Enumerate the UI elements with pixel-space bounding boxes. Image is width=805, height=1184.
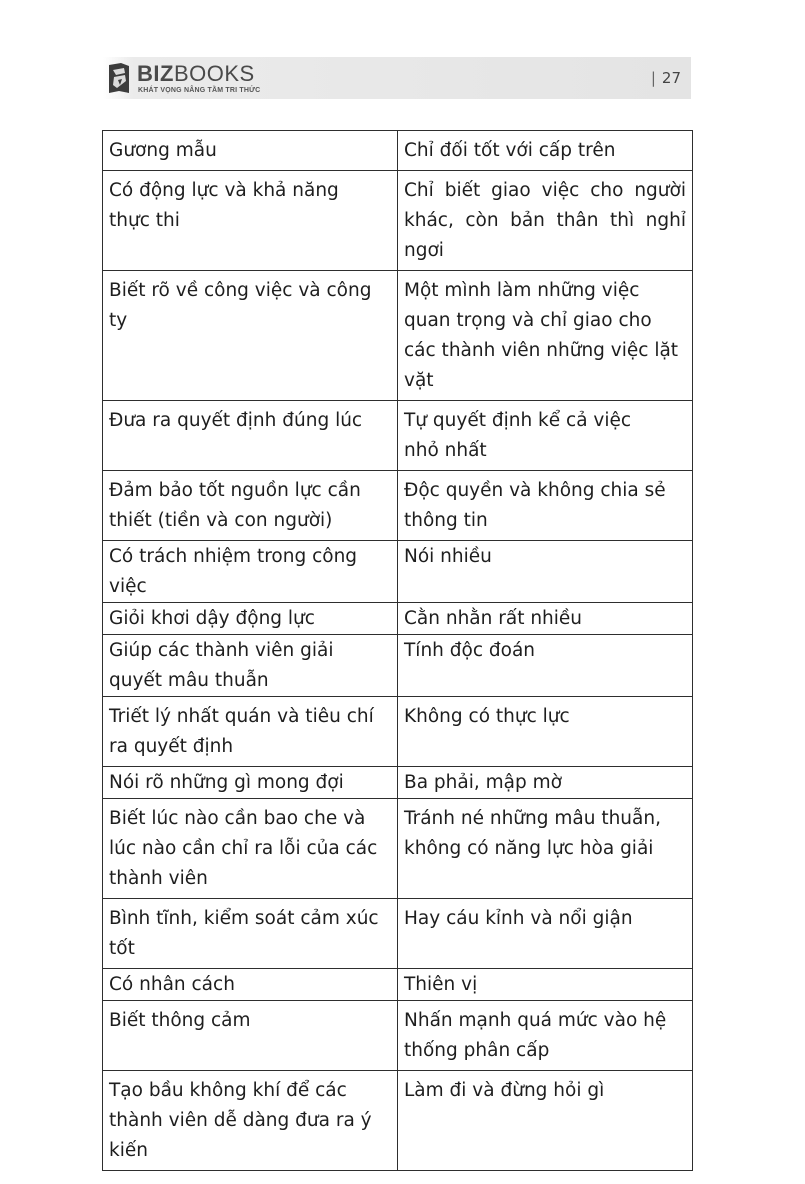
- table-cell-left: [103, 171, 398, 271]
- table-row: [103, 271, 693, 401]
- table-cell-right: Cằn nhằn rất nhiều: [398, 603, 693, 635]
- table-row: [103, 541, 693, 603]
- table-cell-left: Có nhân cách: [103, 969, 398, 1001]
- table-cell-right: Độc quyền và không chia sẻ thông tin: [398, 471, 693, 541]
- page-number-block: [651, 69, 681, 87]
- table-cell-right: Chỉ biết giao việc cho người khác, còn bản thân thì nghỉ ngơi: [398, 171, 693, 271]
- table-row: [103, 767, 693, 799]
- table-cell-right: Làm đi và đừng hỏi gì: [398, 1071, 693, 1171]
- table-cell-left: Nói rõ những gì mong đợi: [103, 767, 398, 799]
- table-cell-right: Chỉ đối tốt với cấp trên: [398, 131, 693, 171]
- table-cell-left: Gương mẫu: [103, 131, 398, 171]
- table-cell-right: Nói nhiều: [398, 541, 693, 603]
- cell-text: Có động lực và khả năng thực thi: [109, 180, 339, 231]
- brand-regular: BOOKS: [173, 61, 255, 86]
- table-row: [103, 171, 693, 271]
- table-row: [103, 1001, 693, 1071]
- cell-text: Tự quyết định kể cả việc nhỏ nhất: [404, 410, 632, 461]
- table-cell-left: Biết thông cảm: [103, 1001, 398, 1071]
- page-number-separator: |: [650, 69, 656, 87]
- table-cell-left: Có trách nhiệm trong công việc: [103, 541, 398, 603]
- table-row: [103, 799, 693, 899]
- table-row: [103, 969, 693, 1001]
- page-header: [103, 57, 691, 99]
- table-row: [103, 471, 693, 541]
- table-cell-right: Tính độc đoán: [398, 635, 693, 697]
- table-cell-left: Bình tĩnh, kiểm soát cảm xúc tốt: [103, 899, 398, 969]
- table-row: [103, 899, 693, 969]
- table-cell-right: Thiên vị: [398, 969, 693, 1001]
- table-cell-left: Giỏi khơi dậy động lực: [103, 603, 398, 635]
- table-cell-left: Đưa ra quyết định đúng lúc: [103, 401, 398, 471]
- table-cell-right: Không có thực lực: [398, 697, 693, 767]
- table-cell-right: Hay cáu kỉnh và nổi giận: [398, 899, 693, 969]
- table-cell-left: Biết rõ về công việc và công ty: [103, 271, 398, 401]
- table-cell-left: Triết lý nhất quán và tiêu chí ra quyết định: [103, 697, 398, 767]
- table-cell-right: Tránh né những mâu thuẫn, không có năng lực hòa giải: [398, 799, 693, 899]
- table-cell-right: [398, 401, 693, 471]
- comparison-table: [102, 130, 693, 1171]
- table-row: [103, 603, 693, 635]
- table-cell-left: Đảm bảo tốt nguồn lực cần thiết (tiền và con người): [103, 471, 398, 541]
- table-row: [103, 697, 693, 767]
- table-row: [103, 401, 693, 471]
- table-cell-left: Biết lúc nào cần bao che và lúc nào cần chỉ ra lỗi của các thành viên: [103, 799, 398, 899]
- brand-bold: BIZ: [137, 61, 174, 86]
- table-cell-right: Nhấn mạnh quá mức vào hệ thống phân cấp: [398, 1001, 693, 1071]
- brand-tagline: KHÁT VỌNG NÂNG TẦM TRI THỨC: [138, 87, 261, 94]
- table-cell-left: Tạo bầu không khí để các thành viên dễ dàng đưa ra ý kiến: [103, 1071, 398, 1171]
- brand-name: [137, 62, 255, 86]
- table-cell-left: Giúp các thành viên giải quyết mâu thuẫn: [103, 635, 398, 697]
- table-row: [103, 1071, 693, 1171]
- bizbooks-logo-icon: [107, 61, 131, 95]
- page-number: 27: [661, 69, 681, 87]
- table-cell-right: Ba phải, mập mờ: [398, 767, 693, 799]
- table-row: [103, 131, 693, 171]
- table-row: [103, 635, 693, 697]
- table-cell-right: Một mình làm những việc quan trọng và chỉ giao cho các thành viên những việc lặt vặt: [398, 271, 693, 401]
